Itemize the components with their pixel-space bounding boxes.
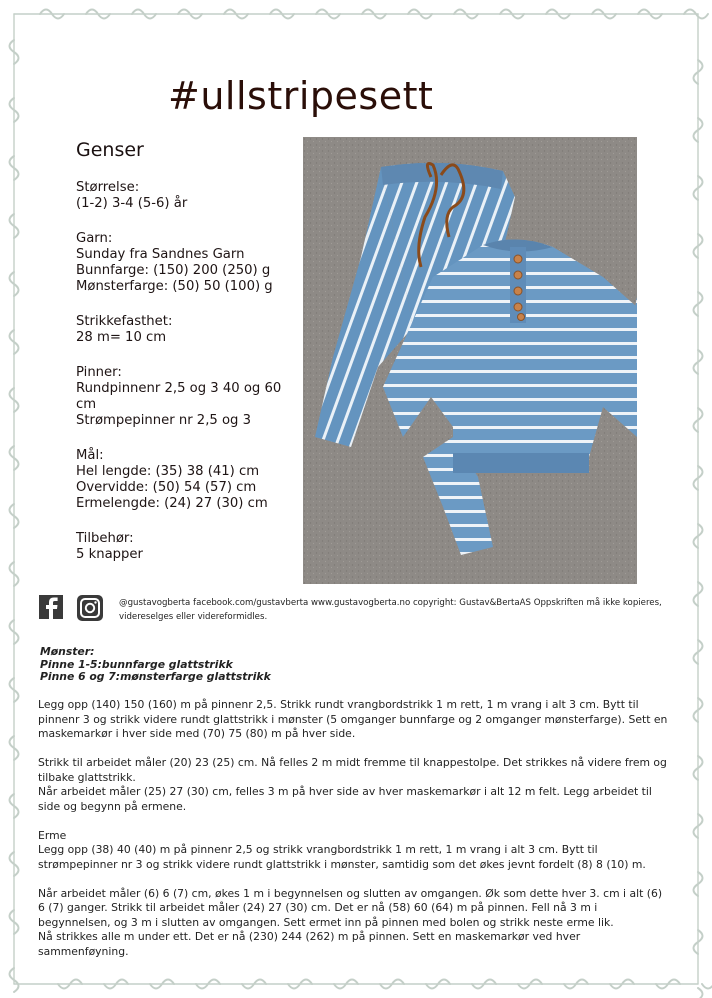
social-icons-graphic [37, 593, 107, 623]
pattern-row-key: Pinne 1-5: [40, 657, 102, 671]
spec-label: Mål: [76, 448, 104, 463]
social-icons [37, 593, 107, 623]
spec-label: Garn: [76, 231, 113, 246]
instructions [38, 698, 670, 974]
spec-size [76, 180, 292, 212]
instruction-line: Legg opp (38) 40 (40) m på pinnenr 2,5 og strikk vrangbordstrikk 1 m rett, 1 m vrang i alt 3 cm. Bytt til strømpepinner nr 3 og strikk videre rundt glattstrikk i mønster, samtidig som det økes jevnt fordelt (8) 8 (10) m. [38, 843, 646, 871]
spec-value: Bunnfarge: (150) 200 (250) g [76, 263, 271, 278]
spec-value: 28 m= 10 cm [76, 330, 167, 345]
instruction-line: Når arbeidet måler (6) 6 (7) cm, økes 1 m i begynnelsen og slutten av omgangen. Øk som dette hver 3. cm i alt (6) 6 (7) ganger. Strikk til arbeidet måler (24) 27 (30) cm. Det er nå (58) 60 (64) m på pinnen. Fell nå 3 m i begynnelsen, og 3 m i slutten av omgangen. Sett ermet inn på pinnen med bolen og strikk neste erme lik. [38, 886, 663, 929]
spec-label: Størrelse: [76, 180, 140, 195]
instruction-line: Strikk til arbeidet måler (20) 23 (25) cm. Nå felles 2 m midt fremme til knappestolpe. Det strikkes nå videre frem og tilbake glattstrikk. [38, 756, 667, 784]
instruction-paragraph [38, 756, 670, 814]
sleeve-heading: Erme [38, 828, 67, 842]
spec-value: Strømpepinner nr 2,5 og 3 [76, 413, 251, 428]
facebook-icon [39, 595, 63, 619]
spec-label: Pinner: [76, 365, 122, 380]
garment-specs [76, 139, 292, 582]
instruction-paragraph [38, 887, 670, 960]
spec-value: Overvidde: (50) 54 (57) cm [76, 480, 257, 495]
instagram-icon [77, 595, 103, 621]
spec-value: 5 knapper [76, 547, 143, 562]
pattern-row [40, 670, 271, 684]
pattern-heading: Mønster: [40, 645, 95, 658]
instruction-line: Når arbeidet måler (25) 27 (30) cm, felles 3 m på hver side av hver maskemarkør i alt 12 m felt. Legg arbeidet til side og begynn på ermene. [38, 785, 652, 813]
copyright-notice: @gustavogberta facebook.com/gustavberta www.gustavogberta.no copyright: Gustav&BertaAS Oppskriften må ikke kopieres, videreselges eller videreformidles. [119, 598, 662, 622]
spec-label: Tilbehør: [76, 531, 134, 546]
spec-value: Sunday fra Sandnes Garn [76, 247, 245, 262]
garment-heading: Genser [76, 139, 144, 161]
spec-value: Hel lengde: (35) 38 (41) cm [76, 464, 260, 479]
spec-value: Mønsterfarge: (50) 50 (100) g [76, 279, 273, 294]
spec-value: Ermelengde: (24) 27 (30) cm [76, 496, 268, 511]
spec-value: Rundpinnenr 2,5 og 3 40 og 60 cm [76, 381, 282, 412]
knitted-set-photo [303, 137, 637, 584]
pattern-key [40, 645, 271, 683]
spec-yarn [76, 231, 292, 295]
spec-accessories [76, 531, 292, 563]
page-title: #ullstripesett [168, 74, 434, 118]
instruction-paragraph [38, 829, 670, 873]
spec-gauge [76, 314, 292, 346]
pattern-row-value: mønsterfarge glattstrikk [120, 670, 271, 683]
spec-label: Strikkefasthet: [76, 314, 173, 329]
pattern-row-value: bunnfarge glattstrikk [101, 657, 233, 671]
spec-measurements [76, 448, 292, 512]
spec-value: (1-2) 3-4 (5-6) år [76, 196, 188, 211]
pattern-row-key: Pinne 6 og 7: [40, 670, 121, 683]
instruction-line: Nå strikkes alle m under ett. Det er nå (230) 244 (262) m på pinnen. Sett en maskemarkør ved hver sammenføyning. [38, 930, 581, 958]
instruction-paragraph: Legg opp (140) 150 (160) m på pinnenr 2,5. Strikk rundt vrangbordstrikk 1 m rett, 1 m vrang i alt 3 cm. Bytt til pinnenr 3 og strikk videre rundt glattstrikk i mønster (5 omganger bunnfarge og 2 omganger mønsterfarge). Sett en maskemarkør i hver side med (70) 75 (80) m på hver side. [38, 698, 668, 740]
spec-needles [76, 365, 292, 429]
